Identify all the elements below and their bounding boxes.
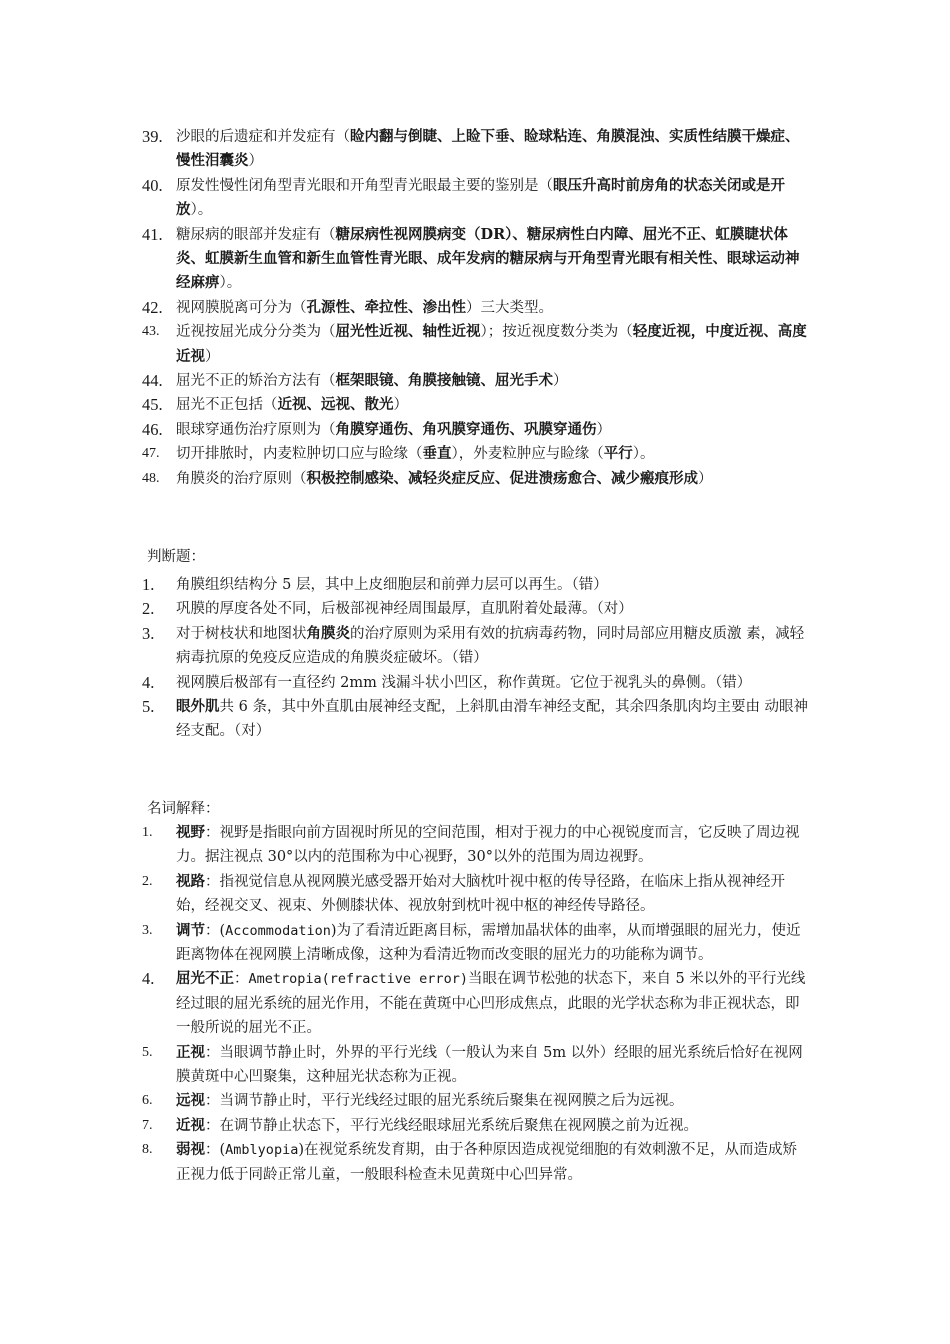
text-segment: 角膜炎的治疗原则（ [176,470,307,487]
text-segment: 角膜组织结构分 5 层，其中上皮细胞层和前弹力层可以再生。（错） [176,577,608,593]
text-segment: Amblyopia [225,1142,299,1159]
text-segment: ：( [205,922,226,939]
item-number: 44. [142,371,163,391]
text-segment: )为了看清近距离目标，需增加晶状体的曲率，从而增强眼的屈光力，使近距离物体在视网膜上清晰成像，这种为看清近物而改变眼的屈光力的功能称为调节。 [176,922,801,964]
text-segment: ） [698,470,713,487]
fill-blank-item [142,393,810,417]
text-segment: ：视野是指眼向前方固视时所见的空间范围，相对于视力的中心视锐度而言，它反映了周边视力。据注视点 30°以内的范围称为中心视野，30°以外的范围为周边视野。 [176,825,800,866]
text-segment: 屈光不正包括（ [176,397,278,414]
text-segment: ）；按近视度数分类为（ [480,324,633,341]
item-number: 1. [142,575,155,594]
item-number: 8. [142,1142,153,1158]
text-segment: 视网膜脱离可分为（ [176,299,307,316]
text-segment: ） [596,421,611,438]
text-segment: ： [234,971,249,988]
bold-text: 平行 [603,445,633,463]
bold-text: 屈光不正 [176,970,234,988]
item-number: 5. [142,697,155,717]
text-segment: 的治疗原则为采用有效的抗病毒药物，同时局部应用糖皮质激 素，减轻病毒抗原的免疫反应造成的角膜炎症破坏。（错） [176,625,805,667]
item-number: 43. [142,324,160,340]
text-segment: 原发性慢性闭角型青光眼和开角型青光眼最主要的鉴别是（ [176,177,553,194]
item-number: 46. [142,419,163,439]
item-number: 39. [142,127,163,146]
judge-item [142,671,810,695]
text-segment: 共 6 条，其中外直肌由展神经支配，上斜肌由滑车神经支配，其余四条肌肉均主要由 动眼神经支配。（对） [176,699,809,740]
term-heading: 名词解释： [147,801,220,817]
bold-text: 轻度近视，中度近视、高度近视 [176,323,807,365]
text-segment: ）三大类型。 [466,299,553,316]
text-segment: ：当眼调节静止时，外界的平行光线（一般认为来自 5m 以外）经眼的屈光系统后恰好在视网膜黄斑中心凹聚集，这种屈光状态称为正视。 [176,1044,803,1086]
text-segment: ：( [205,1142,226,1159]
text-segment: ：当调节静止时，平行光线经过眼的屈光系统后聚集在视网膜之后为远视。 [205,1093,684,1110]
fill-blank-item [142,320,810,369]
item-number: 2. [142,873,153,889]
text-segment: ），外麦粒肿应与睑缘（ [451,446,604,463]
item-number: 7. [142,1117,153,1133]
judge-item [142,695,810,744]
item-number: 4. [142,672,155,692]
text-segment: ）。 [219,275,242,292]
text-segment: 屈光不正的矫治方法有（ [176,373,336,390]
term-item [142,1041,810,1090]
fill-blank-item [142,125,810,174]
bold-text: 角膜炎 [306,624,350,642]
text-segment: ） [205,348,220,365]
bold-text: 糖尿病性视网膜病变（DR）、糖尿病性白内障、屈光不正、虹膜睫状体炎、虹膜新生血管和新生血管性青光眼、成年发病的糖尿病与开角型青光眼有相关性、眼球运动神经麻痹 [176,225,800,292]
bold-text: 睑内翻与倒睫、上睑下垂、睑球粘连、角膜混浊、实质性结膜干燥症、慢性泪囊炎 [176,128,800,170]
item-number: 47. [142,446,160,462]
text-segment: ）。 [632,446,655,463]
fill-blank-list [142,125,810,491]
text-segment: 视网膜后极部有一直径约 2mm 浅漏斗状小凹区，称作黄斑。它位于视乳头的鼻侧。（错） [176,674,752,691]
bold-text: 调节 [176,921,205,939]
fill-blank-item [142,418,810,442]
term-item [142,967,810,1040]
judge-item [142,622,810,671]
text-segment: 沙眼的后遗症和并发症有（ [176,129,350,145]
item-number: 40. [142,175,163,195]
term-item [142,919,810,968]
term-item [142,821,810,870]
bold-text: 垂直 [422,445,452,463]
bold-text: 孔源性、牵拉性、渗出性 [306,298,466,316]
item-number: 45. [142,395,163,415]
bold-text: 视野 [176,824,205,841]
text-segment: 眼球穿通伤治疗原则为（ [176,421,336,438]
bold-text: 积极控制感染、减轻炎症反应、促进溃疡愈合、减少瘢痕形成 [306,469,698,487]
bold-text: 正视 [176,1043,205,1061]
text-segment: ）。 [190,202,213,219]
text-segment: 巩膜的厚度各处不同，后极部视神经周围最厚，直肌附着处最薄。（对） [176,601,633,618]
bold-text: 弱视 [176,1141,205,1159]
judge-item [142,597,810,621]
bold-text: 远视 [176,1092,205,1110]
text-segment: ） [393,397,408,414]
bold-text: 框架眼镜、角膜接触镜、屈光手术 [335,372,553,390]
term-list [142,821,810,1187]
text-segment: 切开排脓时，内麦粒肿切口应与睑缘（ [176,446,423,463]
term-item [142,1138,810,1187]
bold-text: 近视 [176,1116,205,1134]
text-segment: ） [248,153,263,170]
item-number: 3. [142,623,155,643]
text-segment: )在视觉系统发育期，由于各种原因造成视觉细胞的有效刺激不足，从而造成矫正视力低于同龄正常儿童，一般眼科检查未见黄斑中心凹异常。 [176,1142,797,1183]
item-number: 48. [142,470,160,486]
bold-text: 眼外肌 [176,698,220,716]
text-segment: 当眼在调节松弛的状态下，来自 5 米以外的平行光线经过眼的屈光系统的屈光作用，不能在黄斑中心凹形成焦点，此眼的光学状态称为非正视状态，即一般所说的屈光不正。 [176,971,806,1037]
text-segment: 对于树枝状和地图状 [176,625,307,642]
fill-blank-item [142,369,810,393]
item-number: 6. [142,1093,153,1109]
fill-blank-item [142,223,810,296]
term-item [142,1114,810,1138]
text-segment: 糖尿病的眼部并发症有（ [176,226,336,243]
judge-heading: 判断题： [147,549,205,565]
term-item [142,1089,810,1113]
bold-text: 屈光性近视、轴性近视 [335,323,481,341]
item-number: 4. [142,969,155,989]
fill-blank-item [142,296,810,320]
fill-blank-item [142,467,810,491]
text-segment: Accommodation [225,922,331,939]
bold-text: 近视、远视、散光 [277,396,394,414]
item-number: 2. [142,599,155,619]
bold-text: 视路 [176,872,205,890]
text-segment: ：指视觉信息从视网膜光感受器开始对大脑枕叶视中枢的传导径路，在临床上指从视神经开始，经视交叉、视束、外侧膝状体、视放射到枕叶视中枢的神经传导路径。 [176,873,785,915]
text-segment: 近视按屈光成分分类为（ [176,324,336,341]
fill-blank-item [142,174,810,223]
item-number: 5. [142,1044,153,1060]
text-segment: Ametropia(refractive error) [248,971,468,988]
term-item [142,870,810,919]
item-number: 1. [142,825,153,840]
text-segment: ） [553,373,568,390]
judge-list [142,573,810,744]
text-segment: ：在调节静止状态下，平行光线经眼球屈光系统后聚焦在视网膜之前为近视。 [205,1117,698,1134]
fill-blank-item [142,442,810,466]
item-number: 41. [142,224,163,244]
item-number: 3. [142,922,153,938]
judge-item [142,573,810,597]
item-number: 42. [142,297,163,317]
bold-text: 角膜穿通伤、角巩膜穿通伤、巩膜穿通伤 [335,420,597,438]
bold-text: 眼压升高时前房角的状态关闭或是开放 [176,176,785,219]
